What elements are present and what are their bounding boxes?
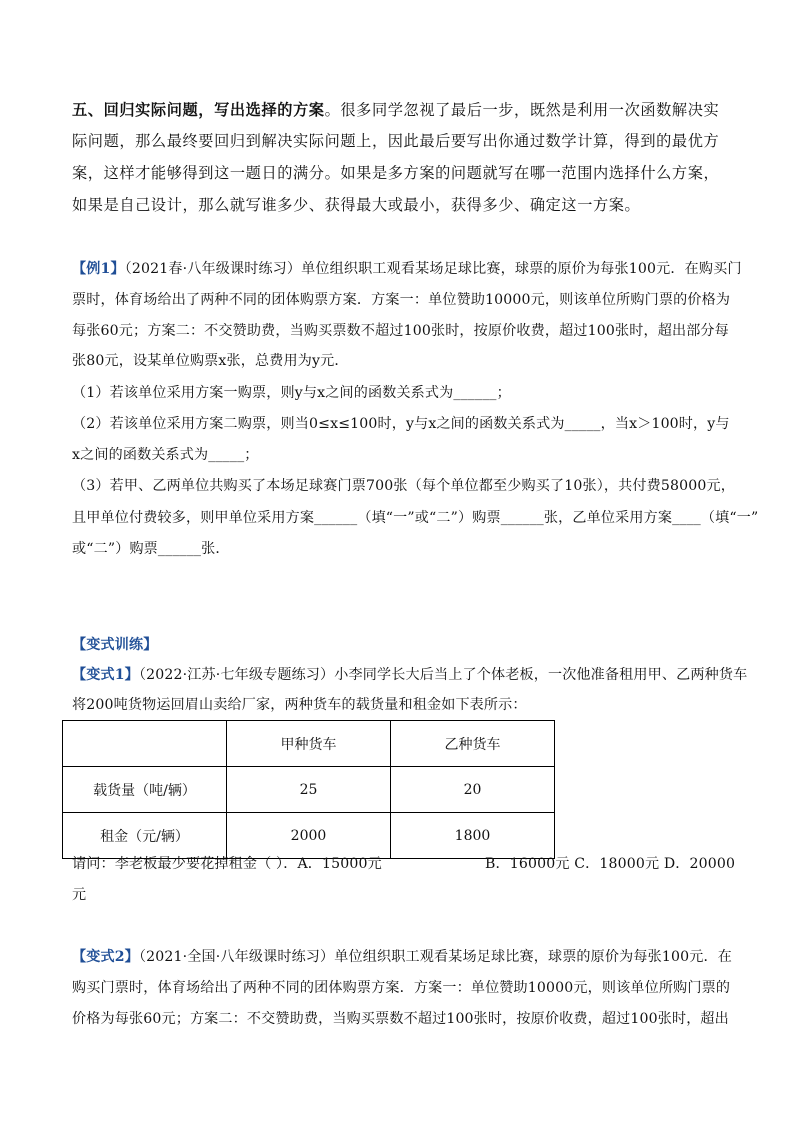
variant1-question: 请问：李老板最少要花掉租金（ ）．A．15000元 [72, 856, 382, 872]
example1-text-1: （2021春·八年级课时练习）单位组织职工观看某场足球比赛，球票的原价为每张100元．在购买门 [124, 261, 742, 277]
table-cell: 甲种货车 [227, 721, 391, 767]
example1-question-3-end: 或“二”）购票______张． [72, 541, 230, 557]
table-cell: 2000 [227, 813, 391, 859]
variant2-tag: 【变式2】 [72, 949, 139, 965]
variant2-line-2: 购买门票时，体育场给出了两种不同的团体购票方案．方案一：单位赞助10000元，则该单位所购门票的 [72, 980, 731, 996]
example1-line-3: 每张60元；方案二：不交赞助费，当购买票数不超过100张时，按原价收费，超过100张时，超出部分每 [72, 323, 729, 339]
section5-line-1 [72, 99, 719, 120]
section5-heading: 五、回归实际问题，写出选择的方案 [72, 101, 325, 119]
example1-line-4: 张80元，设某单位购票x张，总费用为y元． [72, 353, 349, 369]
truck-table [62, 720, 555, 859]
example1-line-2: 票时，体育场给出了两种不同的团体购票方案．方案一：单位赞助10000元，则该单位所购门票的价格为 [72, 292, 731, 308]
example1-question-2: （2）若该单位采用方案二购票，则当0≤x≤100时，y与x之间的函数关系式为_____，当x＞100时，y与 [72, 416, 730, 432]
example1-tag: 【例1】 [72, 261, 125, 277]
example1-question-2-cont: x之间的函数关系式为_____； [72, 447, 259, 463]
table-cell: 25 [227, 767, 391, 813]
example1-question-3-cont: 且甲单位付费较多，则甲单位采用方案______（填“一”或“二”）购票______张，乙单位采用方案____（填“一” [72, 510, 759, 526]
variant1-text-1: （2022·江苏·七年级专题练习）小李同学长大后当上了个体老板，一次他准备租用甲、乙两种货车 [138, 667, 748, 683]
variant1-line-2: 将200吨货物运回眉山卖给厂家，两种货车的载货量和租金如下表所示： [72, 697, 527, 713]
table-cell: 租金（元/辆） [63, 813, 227, 859]
table-cell: 1800 [391, 813, 555, 859]
example1-line-1 [72, 258, 742, 278]
variant2-line-1 [72, 946, 732, 966]
variant1-question-end: 元 [72, 887, 87, 903]
table-cell: 载货量（吨/辆） [63, 767, 227, 813]
variant2-line-3: 价格为每张60元；方案二：不交赞助费，当购买票数不超过100张时，按原价收费，超过100张时，超出 [72, 1011, 729, 1027]
table-cell: 乙种货车 [391, 721, 555, 767]
table-row [63, 813, 555, 859]
section5-line-4: 如果是自己设计，那么就写谁多少、获得最大或最小，获得多少、确定这一方案。 [72, 196, 641, 214]
variant2-text-1: （2021·全国·八年级课时练习）单位组织职工观看某场足球比赛，球票的原价为每张100元．在 [138, 949, 732, 965]
table-cell [63, 721, 227, 767]
example1-question-1: （1）若该单位采用方案一购票，则y与x之间的函数关系式为______； [72, 385, 511, 401]
section5-text: 。很多同学忽视了最后一步，既然是利用一次函数解决实 [324, 101, 720, 119]
example1-question-3: （3）若甲、乙两单位共购买了本场足球赛门票700张（每个单位都至少购买了10张），共付费58000元， [72, 478, 735, 494]
table-header-row [63, 721, 555, 767]
section5-line-2: 际问题，那么最终要回归到解决实际问题上，因此最后要写出你通过数学计算，得到的最优方 [72, 132, 720, 150]
variant-training-heading: 【变式训练】 [72, 637, 158, 653]
variant1-options: B．16000元 C．18000元 D．20000 [485, 856, 736, 872]
variant1-line-1 [72, 664, 747, 684]
variant1-tag: 【变式1】 [72, 667, 139, 683]
table-row [63, 767, 555, 813]
table-cell: 20 [391, 767, 555, 813]
section5-line-3: 案，这样才能够得到这一题日的满分。如果是多方案的问题就写在哪一范围内选择什么方案， [72, 164, 720, 182]
